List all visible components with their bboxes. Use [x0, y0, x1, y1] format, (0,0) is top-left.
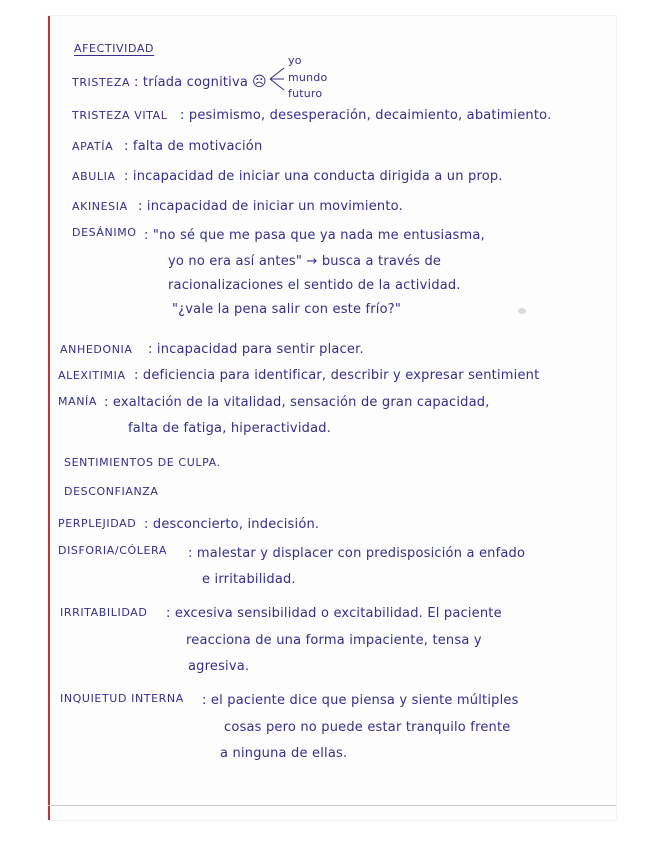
page-title: AFECTIVIDAD	[74, 42, 155, 55]
def-desanimo-line3: racionalizaciones el sentido de la actividad.	[168, 278, 461, 293]
def-tristeza: : tríada cognitiva	[134, 75, 249, 90]
notebook-page	[48, 16, 616, 820]
page-bottom-edge	[48, 805, 616, 806]
term-disforia-colera: DISFORIA/CÓLERA	[58, 544, 167, 557]
term-inquietud-interna: INQUIETUD INTERNA	[60, 692, 184, 705]
term-tristeza: TRISTEZA	[72, 76, 131, 89]
def-irritabilidad-line2: reacciona de una forma impaciente, tensa y	[186, 633, 482, 648]
def-mania-line2: falta de fatiga, hiperactividad.	[128, 421, 332, 436]
term-tristeza-vital: TRISTEZA VITAL	[72, 109, 168, 122]
def-irritabilidad-line3: agresiva.	[188, 659, 250, 674]
term-perplejidad: PERPLEJIDAD	[58, 517, 137, 530]
term-abulia: ABULIA	[72, 170, 116, 183]
def-apatia: : falta de motivación	[124, 139, 263, 154]
def-desanimo-line4: "¿vale la pena salir con este frío?"	[172, 302, 402, 317]
term-irritabilidad: IRRITABILIDAD	[60, 606, 148, 619]
def-disforia-line1: : malestar y displacer con predisposición a enfado	[188, 546, 526, 561]
def-irritabilidad-line1: : excesiva sensibilidad o excitabilidad. El paciente	[166, 606, 502, 621]
term-alexitimia: ALEXITIMIA	[58, 369, 126, 382]
margin-line	[48, 16, 50, 820]
def-akinesia: : incapacidad de iniciar un movimiento.	[138, 199, 403, 214]
triad-mundo: mundo	[288, 71, 328, 84]
page-smudge	[518, 308, 526, 314]
triad-yo: yo	[288, 54, 302, 67]
term-mania: MANÍA	[58, 395, 98, 408]
def-inquietud-line1: : el paciente dice que piensa y siente múltiples	[202, 693, 519, 708]
def-mania-line1: : exaltación de la vitalidad, sensación de gran capacidad,	[104, 395, 490, 410]
def-tristeza-vital: : pesimismo, desesperación, decaimiento, abatimiento.	[180, 108, 552, 123]
triad-branch-lines	[268, 62, 288, 96]
term-apatia: APATÍA	[72, 140, 114, 153]
def-abulia: : incapacidad de iniciar una conducta dirigida a un prop.	[124, 169, 503, 184]
triad-futuro: futuro	[288, 87, 323, 100]
def-desanimo-line2: yo no era así antes" → busca a través de	[168, 254, 442, 269]
def-inquietud-line2: cosas pero no puede estar tranquilo frente	[224, 720, 511, 735]
def-disforia-line2: e irritabilidad.	[202, 572, 296, 587]
term-desanimo: DESÁNIMO	[72, 226, 137, 239]
def-anhedonia: : incapacidad para sentir placer.	[148, 342, 364, 357]
term-desconfianza: DESCONFIANZA	[64, 485, 159, 498]
def-alexitimia: : deficiencia para identificar, describir y expresar sentimient	[134, 368, 540, 383]
def-desanimo-line1: : "no sé que me pasa que ya nada me entusiasma,	[144, 228, 485, 243]
sad-face-icon: ☹	[252, 74, 267, 90]
term-sentimientos-de-culpa: SENTIMIENTOS DE CULPA.	[64, 456, 221, 469]
def-inquietud-line3: a ninguna de ellas.	[220, 746, 348, 761]
term-anhedonia: ANHEDONIA	[60, 343, 133, 356]
term-akinesia: AKINESIA	[72, 200, 128, 213]
def-perplejidad: : desconcierto, indecisión.	[144, 517, 320, 532]
